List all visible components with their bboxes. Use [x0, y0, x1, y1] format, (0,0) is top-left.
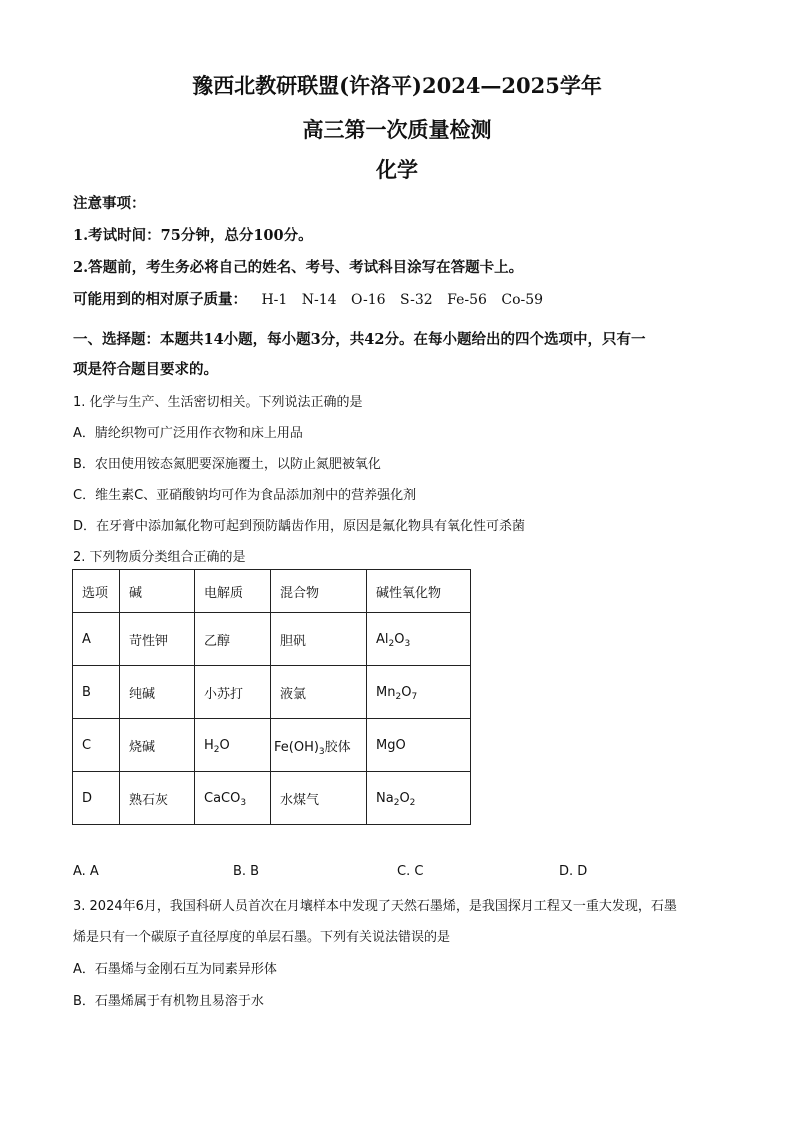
table-cell: B: [73, 666, 120, 719]
table-cell: 烧碱: [120, 719, 195, 772]
classification-table: [72, 569, 471, 825]
header-cell: 选项: [73, 570, 120, 613]
table-cell-formula: CaCO$_3$: [195, 772, 271, 825]
table-cell-formula: $Fe(OH)_3$胶体: [271, 719, 367, 772]
question-2-option-a: A. A: [73, 864, 99, 879]
atomic-mass-line: [73, 288, 553, 309]
table-cell-formula: $Al_2O_3$: [367, 613, 471, 666]
table-cell: 胆矾: [271, 613, 367, 666]
section-heading-line1: 一、选择题：本题共14小题，每小题3分，共42分。在每小题给出的四个选项中，只有一: [73, 331, 646, 348]
table-cell: 熟石灰: [120, 772, 195, 825]
atomic-mass-fe: Fe-56: [447, 292, 487, 308]
question-2-stem: 2. 下列物质分类组合正确的是: [73, 550, 246, 565]
section-heading-line2: 项是符合题目要求的。: [73, 361, 218, 378]
table-header-row: [73, 570, 471, 613]
atomic-mass-o: O-16: [351, 292, 386, 308]
exam-title: 豫西北教研联盟(许洛平)2024—2025学年: [192, 73, 602, 98]
header-cell: 混合物: [271, 570, 367, 613]
question-1-option-a: A．腈纶织物可广泛用作衣物和床上用品: [73, 426, 303, 441]
notice-item-2: 2.答题前，考生务必将自己的姓名、考号、考试科目涂写在答题卡上。: [73, 259, 524, 276]
header-cell: 碱: [120, 570, 195, 613]
question-1-option-c: C．维生素C、亚硝酸钠均可作为食品添加剂中的营养强化剂: [73, 488, 417, 503]
table-cell-formula: $Na_2O_2$: [367, 772, 471, 825]
atomic-mass-h: H-1: [261, 292, 288, 308]
subject-title: 化学: [376, 157, 418, 182]
table-cell: 乙醇: [195, 613, 271, 666]
table-cell: 纯碱: [120, 666, 195, 719]
table-cell: 小苏打: [195, 666, 271, 719]
question-3-option-b: B．石墨烯属于有机物且易溶于水: [73, 994, 264, 1009]
table-cell: 苛性钾: [120, 613, 195, 666]
question-1-option-b: B．农田使用铵态氮肥要深施覆土，以防止氮肥被氧化: [73, 457, 381, 472]
table-cell: MgO: [367, 719, 471, 772]
table-cell-formula: $H_2O$: [195, 719, 271, 772]
question-3-option-a: A．石墨烯与金刚石互为同素异形体: [73, 962, 277, 977]
table-row: [73, 719, 471, 772]
question-2-option-c: C. C: [397, 864, 424, 879]
header-cell: 电解质: [195, 570, 271, 613]
question-1-stem: 1. 化学与生产、生活密切相关。下列说法正确的是: [73, 395, 363, 410]
table-cell: 液氯: [271, 666, 367, 719]
table-cell: C: [73, 719, 120, 772]
exam-subtitle: 高三第一次质量检测: [302, 117, 492, 142]
table-row: [73, 666, 471, 719]
notice-item-1: 1.考试时间：75分钟，总分100分。: [73, 227, 313, 244]
question-3-stem-line1: 3. 2024年6月，我国科研人员首次在月壤样本中发现了天然石墨烯，是我国探月工程又一重大发现，石墨: [73, 899, 677, 914]
table-row: [73, 613, 471, 666]
atomic-mass-label: 可能用到的相对原子质量：: [73, 291, 247, 308]
question-1-option-d: D．在牙膏中添加氟化物可起到预防龋齿作用，原因是氟化物具有氧化性可杀菌: [73, 519, 526, 534]
question-2-option-d: D. D: [559, 864, 588, 879]
atomic-mass-co: Co-59: [501, 292, 544, 308]
table-cell: A: [73, 613, 120, 666]
question-3-stem-line2: 烯是只有一个碳原子直径厚度的单层石墨。下列有关说法错误的是: [73, 930, 451, 945]
header-cell: 碱性氧化物: [367, 570, 471, 613]
atomic-mass-s: S-32: [400, 292, 433, 308]
table-row: [73, 772, 471, 825]
atomic-mass-n: N-14: [301, 292, 337, 308]
notice-heading: 注意事项：: [73, 195, 146, 212]
table-cell-formula: $Mn_2O_7$: [367, 666, 471, 719]
question-2-option-b: B. B: [233, 864, 260, 879]
table-cell: D: [73, 772, 120, 825]
table-cell: 水煤气: [271, 772, 367, 825]
